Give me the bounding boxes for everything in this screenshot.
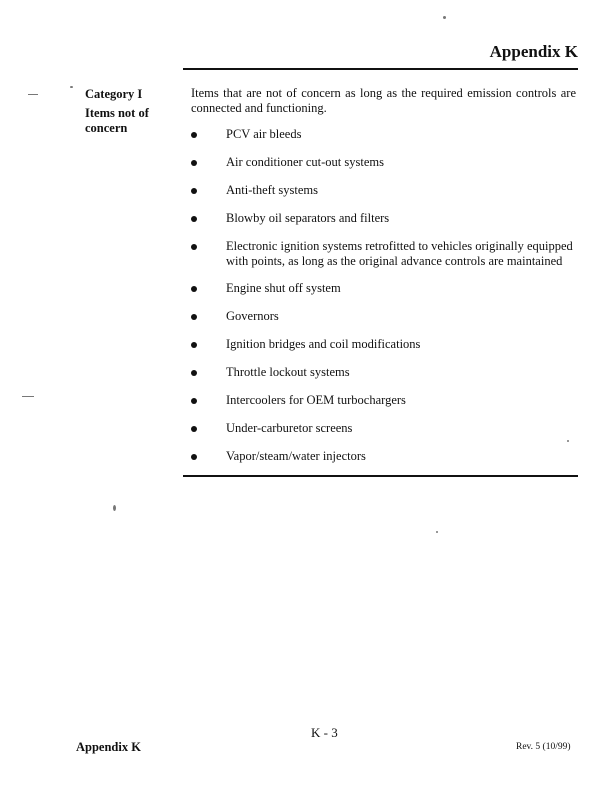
intro-paragraph: Items that are not of concern as long as the required emission controls are connected and functioning. xyxy=(191,86,576,115)
list-item-text: Vapor/steam/water injectors xyxy=(226,449,366,463)
header-divider xyxy=(183,68,578,70)
list-item-text: Throttle lockout systems xyxy=(226,365,350,379)
list-item-text: Under-carburetor screens xyxy=(226,421,353,435)
list-item-text: Governors xyxy=(226,309,279,323)
footer-left-label: Appendix K xyxy=(76,740,141,754)
bullet-icon xyxy=(191,370,197,376)
bullet-icon xyxy=(191,216,197,222)
bullet-icon xyxy=(191,286,197,292)
bullet-icon xyxy=(191,132,197,138)
list-item-text: Anti-theft systems xyxy=(226,183,319,197)
content-divider xyxy=(183,475,578,477)
bullet-icon xyxy=(191,398,197,404)
list-item-text: PCV air bleeds xyxy=(226,127,302,141)
page-header-title: Appendix K xyxy=(489,42,578,61)
bullet-icon xyxy=(191,188,197,194)
list-item-text: Air conditioner cut-out systems xyxy=(226,155,384,169)
page-number: K - 3 xyxy=(311,725,338,740)
category-subtitle: Items not of concern xyxy=(85,106,149,135)
scan-speck xyxy=(567,440,569,442)
category-title: Category I xyxy=(85,87,143,101)
scan-speck xyxy=(28,94,38,95)
bullet-icon xyxy=(191,454,197,460)
list-item-text: Intercoolers for OEM turbochargers xyxy=(226,393,406,407)
bullet-icon xyxy=(191,314,197,320)
bullet-icon xyxy=(191,342,197,348)
list-item-text: Electronic ignition systems retrofitted to vehicles originally equipped with points, as long as the original advance controls are maintained xyxy=(226,239,573,268)
scan-speck xyxy=(443,16,446,19)
list-item-text: Blowby oil separators and filters xyxy=(226,211,390,225)
bullet-icon xyxy=(191,244,197,250)
scan-speck xyxy=(113,505,116,511)
scan-speck xyxy=(22,396,34,397)
list-item-text: Ignition bridges and coil modifications xyxy=(226,337,421,351)
bullet-icon xyxy=(191,426,197,432)
footer-revision: Rev. 5 (10/99) xyxy=(516,742,571,752)
list-item-text: Engine shut off system xyxy=(226,281,341,295)
bullet-icon xyxy=(191,160,197,166)
scan-speck xyxy=(436,531,438,533)
scan-speck xyxy=(70,86,73,88)
